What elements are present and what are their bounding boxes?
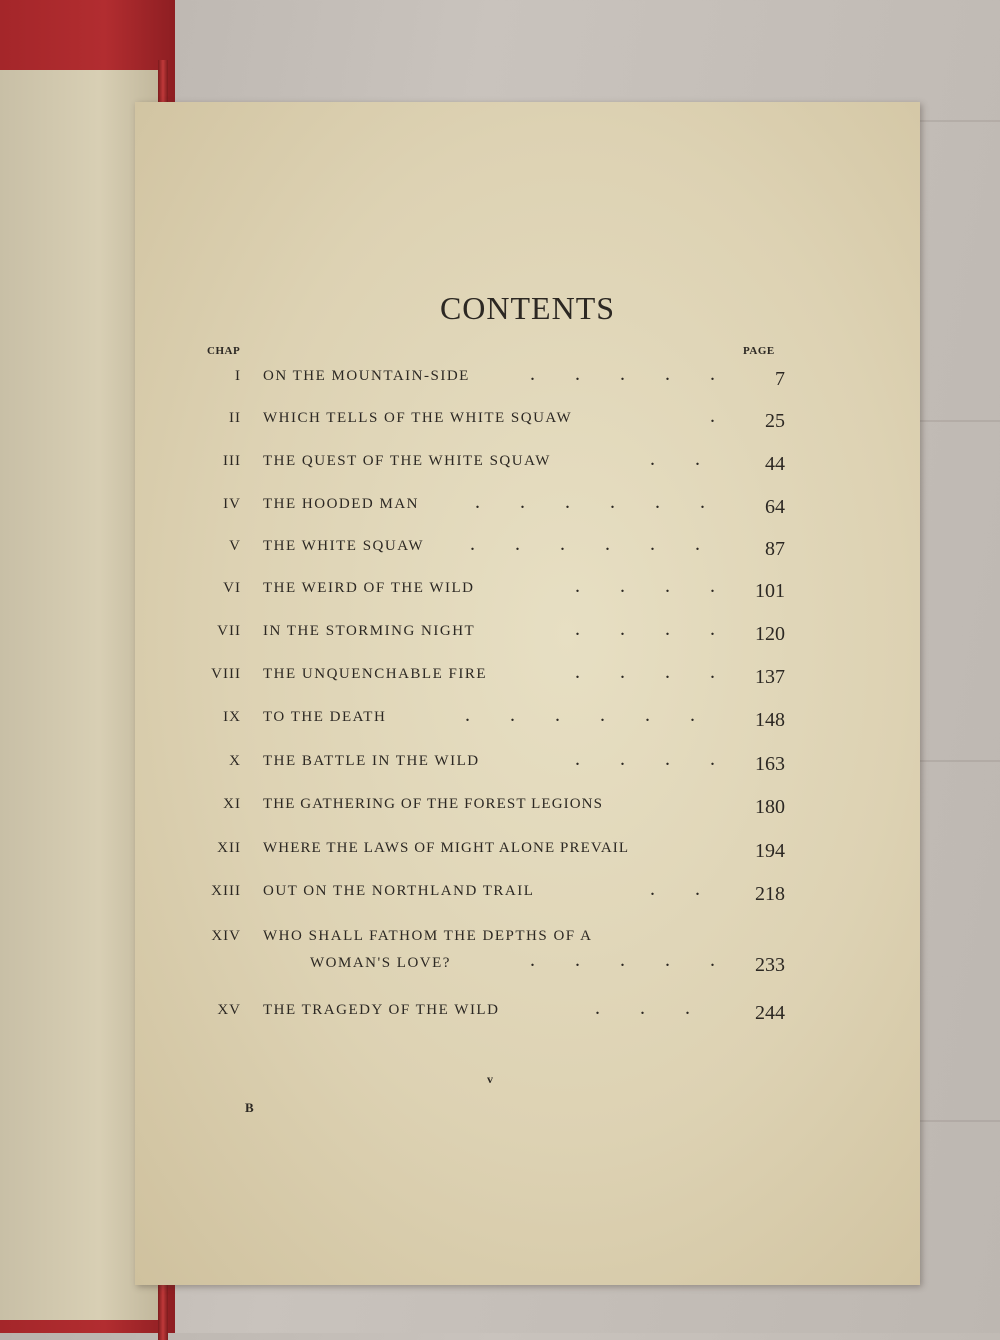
chapter-number: III xyxy=(223,453,241,469)
leader-dots: . . xyxy=(650,878,700,900)
page-number: 137 xyxy=(755,666,785,688)
chapter-title: THE WEIRD OF THE WILD xyxy=(263,580,475,596)
chapter-title: THE BATTLE IN THE WILD xyxy=(263,753,480,769)
chapter-number: XIV xyxy=(211,928,241,944)
leader-dots: . . . . xyxy=(575,575,715,597)
toc-entry xyxy=(135,749,920,781)
page-number: 244 xyxy=(755,1002,785,1024)
chapter-title: ON THE MOUNTAIN-SIDE xyxy=(263,368,470,384)
toc-entry xyxy=(135,705,920,737)
toc-entry xyxy=(135,619,920,651)
page-column-label: PAGE xyxy=(743,345,775,357)
toc-entry xyxy=(135,662,920,694)
chapter-title: WHERE THE LAWS OF MIGHT ALONE PREVAIL xyxy=(263,840,630,856)
toc-entry xyxy=(135,836,920,868)
chapter-title: TO THE DEATH xyxy=(263,709,387,725)
page-folio: v xyxy=(487,1072,493,1086)
toc-entry xyxy=(135,998,920,1030)
leader-dots: . . xyxy=(650,448,700,470)
chapter-number: XIII xyxy=(211,883,241,899)
chapter-title: THE QUEST OF THE WHITE SQUAW xyxy=(263,453,551,469)
page-number: 25 xyxy=(765,410,785,432)
leader-dots: . . . . . . xyxy=(470,533,700,555)
page-number: 194 xyxy=(755,840,785,862)
page-title: CONTENTS xyxy=(439,290,616,326)
chapter-number: X xyxy=(229,753,241,769)
toc-entry xyxy=(135,924,920,976)
chap-column-label: CHAP xyxy=(207,345,241,357)
leader-dots: . . . . . xyxy=(530,949,715,971)
page-number: 233 xyxy=(755,954,785,976)
toc-entry xyxy=(135,364,920,396)
leader-dots: . . . . xyxy=(575,748,715,770)
toc-entry xyxy=(135,406,920,438)
page-number: 180 xyxy=(755,796,785,818)
chapter-title: WHO SHALL FATHOM THE DEPTHS OF A xyxy=(263,928,593,944)
leader-dots: . . . . xyxy=(575,661,715,683)
chapter-number: VI xyxy=(223,580,241,596)
chapter-title: WHICH TELLS OF THE WHITE SQUAW xyxy=(263,410,573,426)
chapter-number: II xyxy=(229,410,241,426)
chapter-number: IV xyxy=(223,496,241,512)
chapter-title: THE GATHERING OF THE FOREST LEGIONS xyxy=(263,796,604,812)
chapter-title: THE HOODED MAN xyxy=(263,496,419,512)
chapter-title-continued: WOMAN'S LOVE? xyxy=(310,955,451,971)
leader-dots: . xyxy=(710,405,715,427)
chapter-title: THE UNQUENCHABLE FIRE xyxy=(263,666,487,682)
page-number: 101 xyxy=(755,580,785,602)
chapter-number: XI xyxy=(223,796,241,812)
contents-page xyxy=(135,102,920,1285)
chapter-number: I xyxy=(235,368,241,384)
page-number: 218 xyxy=(755,883,785,905)
toc-entry xyxy=(135,576,920,608)
chapter-title: IN THE STORMING NIGHT xyxy=(263,623,476,639)
page-number: 64 xyxy=(765,496,785,518)
leader-dots: . . . . . . xyxy=(475,491,705,513)
page-number: 163 xyxy=(755,753,785,775)
leader-dots: . . . . . xyxy=(530,363,715,385)
chapter-number: VII xyxy=(217,623,241,639)
chapter-number: XV xyxy=(217,1002,241,1018)
chapter-title: THE WHITE SQUAW xyxy=(263,538,424,554)
leader-dots: . . . xyxy=(595,997,690,1019)
page-number: 44 xyxy=(765,453,785,475)
toc-entry xyxy=(135,879,920,911)
chapter-number: XII xyxy=(217,840,241,856)
chapter-number: IX xyxy=(223,709,241,725)
signature-mark: B xyxy=(245,1100,254,1115)
page-number: 120 xyxy=(755,623,785,645)
leader-dots: . . . . . . xyxy=(465,704,695,726)
chapter-number: VIII xyxy=(211,666,241,682)
toc-entry xyxy=(135,449,920,481)
chapter-title: OUT ON THE NORTHLAND TRAIL xyxy=(263,883,535,899)
page-number: 87 xyxy=(765,538,785,560)
toc-entry xyxy=(135,792,920,824)
chapter-number: V xyxy=(229,538,241,554)
toc-entry xyxy=(135,534,920,566)
toc-entry xyxy=(135,492,920,524)
leader-dots: . . . . xyxy=(575,618,715,640)
page-number: 148 xyxy=(755,709,785,731)
page-number: 7 xyxy=(775,368,785,390)
chapter-title: THE TRAGEDY OF THE WILD xyxy=(263,1002,500,1018)
